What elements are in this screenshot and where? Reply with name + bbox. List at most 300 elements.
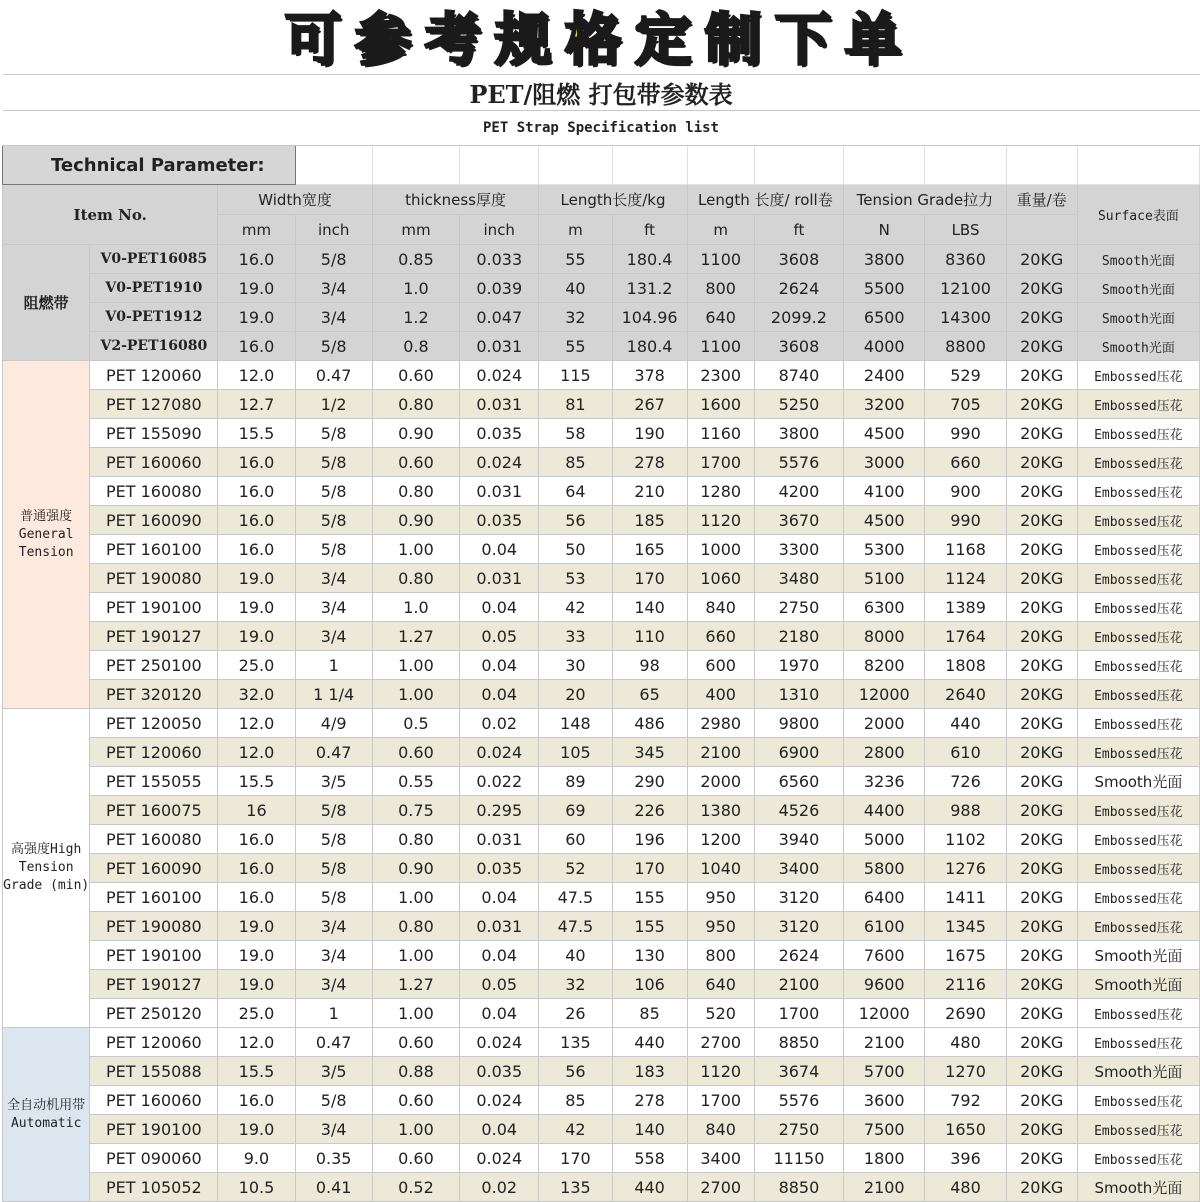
- spec-cell: 3800: [844, 245, 925, 274]
- spec-cell: 1120: [687, 1057, 754, 1086]
- item-number: PET 190100: [90, 941, 218, 970]
- spec-cell: 40: [539, 941, 612, 970]
- spec-cell: 4500: [844, 419, 925, 448]
- spec-cell: 15.5: [218, 767, 295, 796]
- spec-cell: 20KG: [1006, 564, 1077, 593]
- table-row: [3, 593, 1200, 622]
- spec-cell: 2624: [754, 941, 843, 970]
- spec-cell: 42: [539, 1115, 612, 1144]
- spec-cell: 32: [539, 970, 612, 999]
- spec-cell: 2750: [754, 1115, 843, 1144]
- spec-cell: 1270: [925, 1057, 1006, 1086]
- spec-cell: 7500: [844, 1115, 925, 1144]
- spec-cell: 2980: [687, 709, 754, 738]
- spec-cell: 792: [925, 1086, 1006, 1115]
- spec-cell: 20KG: [1006, 1086, 1077, 1115]
- spec-cell: 1.00: [372, 651, 459, 680]
- spec-cell: 2700: [687, 1173, 754, 1202]
- spec-cell: 440: [612, 1173, 687, 1202]
- item-number: PET 120050: [90, 709, 218, 738]
- spec-cell: 378: [612, 361, 687, 390]
- spec-cell: 278: [612, 1086, 687, 1115]
- spec-cell: 20KG: [1006, 796, 1077, 825]
- surface-cell: Embossed压花: [1077, 1115, 1199, 1144]
- item-number: V0-PET1912: [90, 303, 218, 332]
- spec-cell: 2750: [754, 593, 843, 622]
- spec-cell: 20KG: [1006, 854, 1077, 883]
- spec-cell: 20KG: [1006, 535, 1077, 564]
- spec-cell: 0.60: [372, 738, 459, 767]
- spec-cell: 0.55: [372, 767, 459, 796]
- spec-cell: 2700: [687, 1028, 754, 1057]
- table-row: [3, 912, 1200, 941]
- spec-cell: 5/8: [295, 883, 372, 912]
- spec-cell: 98: [612, 651, 687, 680]
- spec-cell: 600: [687, 651, 754, 680]
- spec-cell: 396: [925, 1144, 1006, 1173]
- surface-cell: Embossed压花: [1077, 419, 1199, 448]
- item-number: PET 155090: [90, 419, 218, 448]
- surface-cell: Embossed压花: [1077, 535, 1199, 564]
- spec-cell: 4/9: [295, 709, 372, 738]
- spec-cell: 3/4: [295, 593, 372, 622]
- group-label: 高强度High Tension Grade (min): [3, 709, 90, 1028]
- table-row: [3, 825, 1200, 854]
- spec-cell: 5800: [844, 854, 925, 883]
- spec-cell: 840: [687, 593, 754, 622]
- spec-cell: 0.04: [460, 535, 539, 564]
- spec-cell: 3236: [844, 767, 925, 796]
- spec-cell: 5/8: [295, 796, 372, 825]
- spec-cell: 8200: [844, 651, 925, 680]
- spec-cell: 0.47: [295, 738, 372, 767]
- spec-cell: 3608: [754, 245, 843, 274]
- spec-cell: 20KG: [1006, 593, 1077, 622]
- spec-cell: 20KG: [1006, 361, 1077, 390]
- spec-cell: 2640: [925, 680, 1006, 709]
- spec-cell: 990: [925, 419, 1006, 448]
- spec-cell: 4400: [844, 796, 925, 825]
- spec-cell: 12000: [844, 680, 925, 709]
- spec-cell: 610: [925, 738, 1006, 767]
- spec-cell: 19.0: [218, 274, 295, 303]
- spec-cell: 950: [687, 883, 754, 912]
- spec-cell: 20KG: [1006, 1028, 1077, 1057]
- spec-cell: 0.02: [460, 1173, 539, 1202]
- surface-cell: Embossed压花: [1077, 1144, 1199, 1173]
- spec-cell: 16.0: [218, 854, 295, 883]
- spec-cell: 1200: [687, 825, 754, 854]
- spec-cell: 1100: [687, 332, 754, 361]
- spec-cell: 8000: [844, 622, 925, 651]
- item-number: PET 190100: [90, 1115, 218, 1144]
- spec-cell: 170: [612, 854, 687, 883]
- table-row: [3, 448, 1200, 477]
- spec-cell: 6500: [844, 303, 925, 332]
- spec-cell: 135: [539, 1028, 612, 1057]
- spec-cell: 20KG: [1006, 767, 1077, 796]
- spec-cell: 25.0: [218, 651, 295, 680]
- table-row: [3, 506, 1200, 535]
- spec-cell: 0.80: [372, 390, 459, 419]
- spec-cell: 5/8: [295, 245, 372, 274]
- spec-cell: 0.04: [460, 999, 539, 1028]
- item-number: PET 190127: [90, 970, 218, 999]
- spec-cell: 2624: [754, 274, 843, 303]
- item-number: PET 190080: [90, 564, 218, 593]
- spec-cell: 0.022: [460, 767, 539, 796]
- surface-cell: Embossed压花: [1077, 1028, 1199, 1057]
- spec-cell: 16.0: [218, 825, 295, 854]
- spec-cell: 0.05: [460, 622, 539, 651]
- surface-cell: Smooth光面: [1077, 767, 1199, 796]
- spec-cell: 705: [925, 390, 1006, 419]
- spec-cell: 6560: [754, 767, 843, 796]
- spec-cell: 115: [539, 361, 612, 390]
- spec-cell: 5/8: [295, 448, 372, 477]
- spec-cell: 0.031: [460, 564, 539, 593]
- spec-cell: 1: [295, 999, 372, 1028]
- spec-cell: 267: [612, 390, 687, 419]
- spec-cell: 520: [687, 999, 754, 1028]
- spec-cell: 1102: [925, 825, 1006, 854]
- spec-cell: 0.90: [372, 854, 459, 883]
- spec-cell: 1/2: [295, 390, 372, 419]
- spec-cell: 1124: [925, 564, 1006, 593]
- spec-cell: 14300: [925, 303, 1006, 332]
- spec-cell: 345: [612, 738, 687, 767]
- spec-cell: 2690: [925, 999, 1006, 1028]
- spec-cell: 16.0: [218, 332, 295, 361]
- spec-cell: 16: [218, 796, 295, 825]
- surface-cell: Smooth光面: [1077, 303, 1199, 332]
- spec-cell: 2100: [844, 1028, 925, 1057]
- table-row: [3, 999, 1200, 1028]
- spec-cell: 529: [925, 361, 1006, 390]
- spec-cell: 1060: [687, 564, 754, 593]
- surface-cell: Embossed压花: [1077, 709, 1199, 738]
- table-row: [3, 361, 1200, 390]
- spec-cell: 1280: [687, 477, 754, 506]
- spec-cell: 20KG: [1006, 883, 1077, 912]
- spec-cell: 155: [612, 883, 687, 912]
- spec-cell: 3/5: [295, 1057, 372, 1086]
- spec-cell: 0.47: [295, 1028, 372, 1057]
- header-length-roll: Length 长度/ roll卷: [687, 185, 843, 215]
- unit-header: mm: [218, 215, 295, 245]
- surface-cell: Smooth光面: [1077, 245, 1199, 274]
- spec-cell: 55: [539, 332, 612, 361]
- spec-cell: 1040: [687, 854, 754, 883]
- table-row: [3, 854, 1200, 883]
- spec-cell: 52: [539, 854, 612, 883]
- spec-cell: 20KG: [1006, 825, 1077, 854]
- spec-cell: 0.031: [460, 912, 539, 941]
- item-number: PET 120060: [90, 1028, 218, 1057]
- spec-cell: 9800: [754, 709, 843, 738]
- spec-cell: 19.0: [218, 1115, 295, 1144]
- spec-cell: 53: [539, 564, 612, 593]
- spec-cell: 32: [539, 303, 612, 332]
- spec-cell: 20KG: [1006, 651, 1077, 680]
- spec-cell: 6900: [754, 738, 843, 767]
- surface-cell: Embossed压花: [1077, 999, 1199, 1028]
- table-row: [3, 390, 1200, 419]
- spec-cell: 6400: [844, 883, 925, 912]
- item-number: PET 160075: [90, 796, 218, 825]
- spec-cell: 0.60: [372, 1144, 459, 1173]
- spec-cell: 480: [925, 1173, 1006, 1202]
- spec-cell: 5/8: [295, 854, 372, 883]
- table-row: [3, 738, 1200, 767]
- spec-cell: 988: [925, 796, 1006, 825]
- spec-cell: 1 1/4: [295, 680, 372, 709]
- spec-cell: 1.27: [372, 970, 459, 999]
- surface-cell: Embossed压花: [1077, 796, 1199, 825]
- item-number: PET 160100: [90, 883, 218, 912]
- unit-header: inch: [460, 215, 539, 245]
- table-row: [3, 1057, 1200, 1086]
- spec-cell: 65: [612, 680, 687, 709]
- spec-cell: 20KG: [1006, 1144, 1077, 1173]
- item-number: V0-PET1910: [90, 274, 218, 303]
- spec-cell: 2100: [754, 970, 843, 999]
- spec-cell: 170: [539, 1144, 612, 1173]
- spec-cell: 0.8: [372, 332, 459, 361]
- spec-cell: 3674: [754, 1057, 843, 1086]
- spec-cell: 165: [612, 535, 687, 564]
- table-row: [3, 796, 1200, 825]
- surface-cell: Smooth光面: [1077, 332, 1199, 361]
- item-number: PET 190100: [90, 593, 218, 622]
- item-number: PET 190080: [90, 912, 218, 941]
- spec-cell: 5000: [844, 825, 925, 854]
- surface-cell: Embossed压花: [1077, 854, 1199, 883]
- spec-cell: 3/4: [295, 970, 372, 999]
- spec-cell: 3/4: [295, 941, 372, 970]
- spec-cell: 0.80: [372, 825, 459, 854]
- spec-cell: 1345: [925, 912, 1006, 941]
- spec-cell: 20KG: [1006, 1115, 1077, 1144]
- spec-cell: 0.035: [460, 506, 539, 535]
- spec-cell: 0.031: [460, 477, 539, 506]
- surface-cell: Embossed压花: [1077, 622, 1199, 651]
- table-row: [3, 622, 1200, 651]
- table-row: [3, 1115, 1200, 1144]
- item-number: PET 127080: [90, 390, 218, 419]
- spec-cell: 0.60: [372, 361, 459, 390]
- spec-cell: 0.88: [372, 1057, 459, 1086]
- spec-cell: 69: [539, 796, 612, 825]
- spec-cell: 0.04: [460, 593, 539, 622]
- spec-cell: 20KG: [1006, 999, 1077, 1028]
- group-label: 阻燃带: [3, 245, 90, 361]
- surface-cell: Embossed压花: [1077, 390, 1199, 419]
- promo-banner: [0, 0, 1200, 72]
- spec-cell: 16.0: [218, 883, 295, 912]
- spec-cell: 5/8: [295, 535, 372, 564]
- spec-cell: 8850: [754, 1028, 843, 1057]
- spec-cell: 3480: [754, 564, 843, 593]
- spec-cell: 19.0: [218, 303, 295, 332]
- spec-cell: 990: [925, 506, 1006, 535]
- spec-cell: 0.033: [460, 245, 539, 274]
- spec-cell: 12.7: [218, 390, 295, 419]
- header-weight: 重量/卷: [1006, 185, 1077, 215]
- spec-cell: 660: [687, 622, 754, 651]
- spec-cell: 3940: [754, 825, 843, 854]
- spec-cell: 2180: [754, 622, 843, 651]
- table-row: [3, 709, 1200, 738]
- spec-cell: 20KG: [1006, 622, 1077, 651]
- spec-cell: 33: [539, 622, 612, 651]
- surface-cell: Embossed压花: [1077, 651, 1199, 680]
- spec-cell: 60: [539, 825, 612, 854]
- spec-cell: 2000: [687, 767, 754, 796]
- spec-cell: 2800: [844, 738, 925, 767]
- item-number: PET 160090: [90, 854, 218, 883]
- group-label: 普通强度 General Tension: [3, 361, 90, 709]
- spec-cell: 20KG: [1006, 1173, 1077, 1202]
- spec-cell: 558: [612, 1144, 687, 1173]
- spec-cell: 4200: [754, 477, 843, 506]
- spec-cell: 1120: [687, 506, 754, 535]
- item-number: PET 190127: [90, 622, 218, 651]
- table-row: [3, 477, 1200, 506]
- spec-cell: 12.0: [218, 738, 295, 767]
- spec-cell: 1764: [925, 622, 1006, 651]
- spec-cell: 1970: [754, 651, 843, 680]
- spec-cell: 20KG: [1006, 419, 1077, 448]
- spec-cell: 85: [612, 999, 687, 1028]
- spec-cell: 0.024: [460, 448, 539, 477]
- spec-cell: 20KG: [1006, 332, 1077, 361]
- spec-cell: 20KG: [1006, 680, 1077, 709]
- spec-cell: 0.52: [372, 1173, 459, 1202]
- spec-cell: 12.0: [218, 1028, 295, 1057]
- table-row: [3, 767, 1200, 796]
- spec-cell: 183: [612, 1057, 687, 1086]
- spec-cell: 0.05: [460, 970, 539, 999]
- table-row: [3, 941, 1200, 970]
- spec-cell: 32.0: [218, 680, 295, 709]
- spec-cell: 26: [539, 999, 612, 1028]
- surface-cell: Embossed压花: [1077, 361, 1199, 390]
- spec-cell: 11150: [754, 1144, 843, 1173]
- spec-cell: 20KG: [1006, 1057, 1077, 1086]
- spec-cell: 1.0: [372, 593, 459, 622]
- spec-cell: 0.031: [460, 390, 539, 419]
- header-length-kg: Length长度/kg: [539, 185, 687, 215]
- spec-cell: 0.90: [372, 419, 459, 448]
- spec-cell: 5/8: [295, 477, 372, 506]
- surface-cell: Embossed压花: [1077, 564, 1199, 593]
- spec-cell: 20KG: [1006, 738, 1077, 767]
- spec-cell: 16.0: [218, 1086, 295, 1115]
- spec-cell: 19.0: [218, 941, 295, 970]
- spec-cell: 0.04: [460, 883, 539, 912]
- spec-cell: 196: [612, 825, 687, 854]
- spec-cell: 20: [539, 680, 612, 709]
- spec-cell: 3400: [687, 1144, 754, 1173]
- spec-cell: 19.0: [218, 593, 295, 622]
- table-row: [3, 419, 1200, 448]
- table-row: [3, 680, 1200, 709]
- spec-cell: 6300: [844, 593, 925, 622]
- spec-cell: 950: [687, 912, 754, 941]
- table-subtitle: PET Strap Specification list: [3, 111, 1200, 146]
- spec-cell: 55: [539, 245, 612, 274]
- spec-cell: 2100: [687, 738, 754, 767]
- spec-cell: 0.80: [372, 477, 459, 506]
- spec-cell: 0.90: [372, 506, 459, 535]
- spec-cell: 40: [539, 274, 612, 303]
- item-number: PET 155088: [90, 1057, 218, 1086]
- spec-cell: 12000: [844, 999, 925, 1028]
- spec-cell: 1380: [687, 796, 754, 825]
- item-number: PET 160090: [90, 506, 218, 535]
- spec-cell: 2099.2: [754, 303, 843, 332]
- unit-header: ft: [612, 215, 687, 245]
- spec-cell: 5100: [844, 564, 925, 593]
- spec-cell: 640: [687, 303, 754, 332]
- spec-cell: 0.031: [460, 332, 539, 361]
- spec-cell: 0.024: [460, 738, 539, 767]
- surface-cell: Embossed压花: [1077, 680, 1199, 709]
- spec-cell: 190: [612, 419, 687, 448]
- spec-cell: 0.295: [460, 796, 539, 825]
- surface-cell: Smooth光面: [1077, 941, 1199, 970]
- spec-cell: 12.0: [218, 709, 295, 738]
- spec-cell: 58: [539, 419, 612, 448]
- spec-cell: 800: [687, 274, 754, 303]
- spec-cell: 20KG: [1006, 390, 1077, 419]
- spec-cell: 226: [612, 796, 687, 825]
- item-number: PET 120060: [90, 738, 218, 767]
- spec-cell: 0.035: [460, 419, 539, 448]
- table-row: [3, 883, 1200, 912]
- spec-cell: 110: [612, 622, 687, 651]
- spec-cell: 106: [612, 970, 687, 999]
- spec-cell: 4000: [844, 332, 925, 361]
- surface-cell: Smooth光面: [1077, 1057, 1199, 1086]
- item-number: PET 160080: [90, 477, 218, 506]
- spec-cell: 131.2: [612, 274, 687, 303]
- spec-cell: 2300: [687, 361, 754, 390]
- spec-cell: 130: [612, 941, 687, 970]
- spec-cell: 56: [539, 1057, 612, 1086]
- spec-cell: 185: [612, 506, 687, 535]
- spec-cell: 5700: [844, 1057, 925, 1086]
- spec-cell: 20KG: [1006, 506, 1077, 535]
- spec-cell: 1160: [687, 419, 754, 448]
- spec-cell: 0.5: [372, 709, 459, 738]
- spec-cell: 135: [539, 1173, 612, 1202]
- spec-cell: 20KG: [1006, 245, 1077, 274]
- surface-cell: Embossed压花: [1077, 593, 1199, 622]
- spec-cell: 20KG: [1006, 941, 1077, 970]
- table-row: [3, 1173, 1200, 1202]
- surface-cell: Smooth光面: [1077, 274, 1199, 303]
- spec-cell: 180.4: [612, 332, 687, 361]
- item-number: PET 090060: [90, 1144, 218, 1173]
- spec-cell: 3400: [754, 854, 843, 883]
- spec-cell: 0.035: [460, 1057, 539, 1086]
- surface-cell: Smooth光面: [1077, 1173, 1199, 1202]
- spec-cell: 104.96: [612, 303, 687, 332]
- spec-cell: 1650: [925, 1115, 1006, 1144]
- spec-cell: 1700: [687, 1086, 754, 1115]
